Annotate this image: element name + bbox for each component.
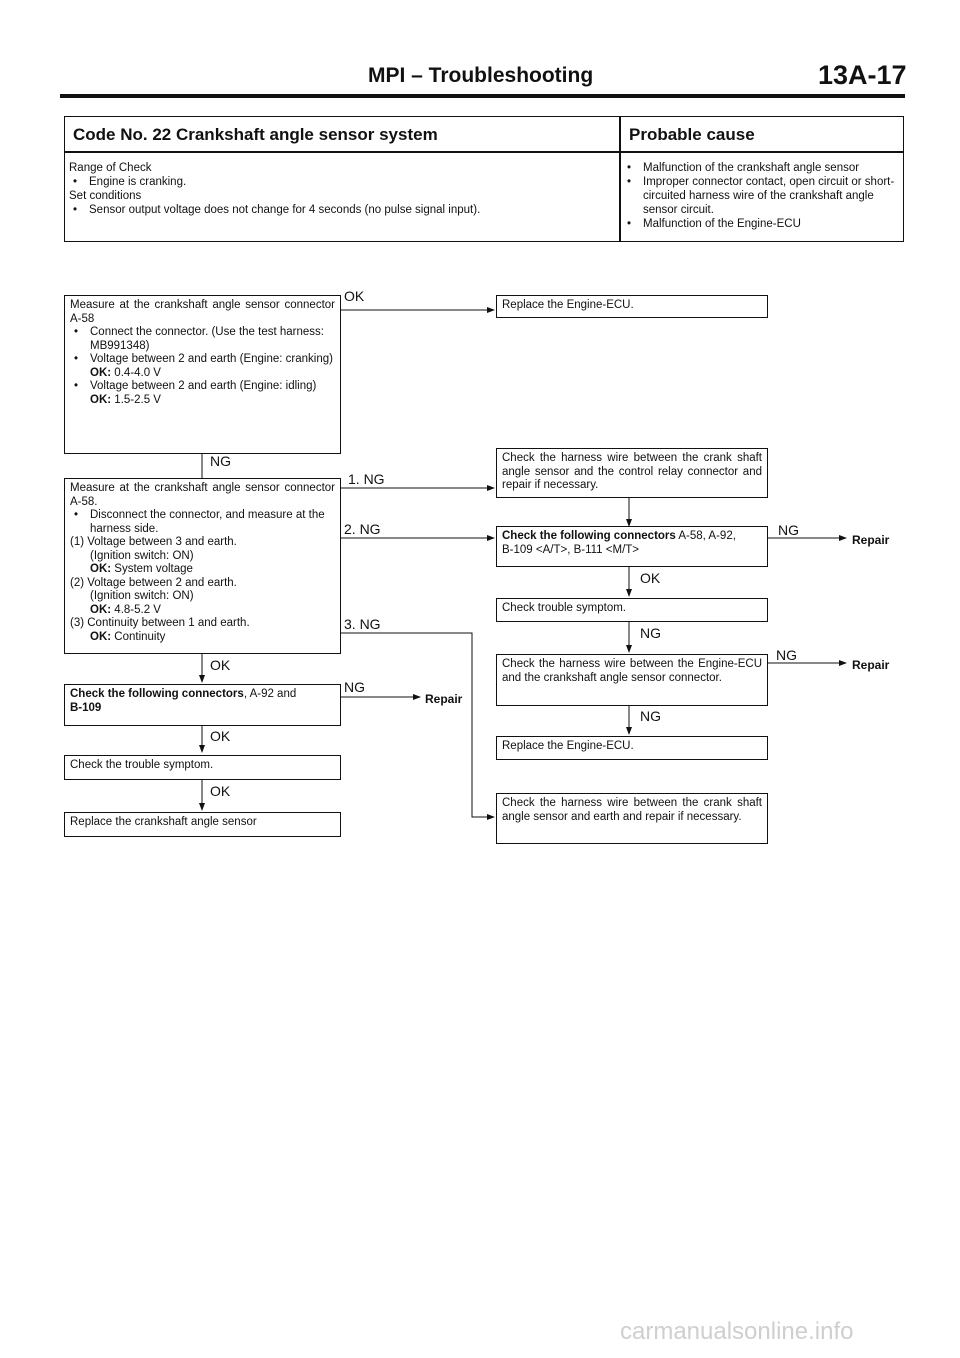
relay-harness-box: Check the harness wire between the crank shaft angle sensor and the control relay connector and repair if necessary.	[496, 448, 768, 498]
code-heading: Code No. 22 Crankshaft angle sensor system	[73, 125, 438, 144]
label-2-ng: 2. NG	[344, 521, 381, 537]
page-number: 13A-17	[818, 60, 907, 90]
measure-box-1-title: Measure at the crankshaft angle sensor connector A-58	[70, 299, 335, 325]
measure-box-2-cond-2: (Ignition switch: ON)	[90, 590, 194, 602]
label-ok: OK	[344, 288, 365, 304]
label-ok: OK	[210, 728, 231, 744]
set-label: Set conditions	[69, 190, 142, 202]
label-ok: OK	[640, 570, 661, 586]
watermark: carmanualsonline.info	[620, 1318, 854, 1345]
measure-box-2	[64, 478, 341, 654]
connector-check-box-a: Check the following connectors A-58, A-92, B-109 <A/T>, B-111 <M/T>	[496, 526, 768, 567]
repair-label: Repair	[425, 692, 463, 706]
label-ok: OK	[210, 783, 231, 799]
measure-box-2-ok-3: OK: Continuity	[90, 630, 166, 643]
label-ng: NG	[640, 625, 661, 641]
cause-heading: Probable cause	[629, 125, 755, 144]
repair-label: Repair	[852, 533, 890, 547]
label-3-ng: 3. NG	[344, 616, 381, 632]
earth-harness-box: Check the harness wire between the crank shaft angle sensor and earth and repair if necessary.	[496, 793, 768, 844]
set-item: • Sensor output voltage does not change for 4 seconds (no pulse signal input).	[73, 204, 481, 216]
measure-box-1-ok: OK: 1.5-2.5 V	[90, 393, 161, 406]
label-ng: NG	[640, 708, 661, 724]
label-ng: NG	[344, 679, 365, 695]
label-ng: NG	[776, 647, 797, 663]
measure-box-1-item: • Voltage between 2 and earth (Engine: idling)	[74, 380, 317, 392]
ecu-harness-box: Check the harness wire between the Engine-ECU and the crankshaft angle sensor connector.	[496, 654, 768, 706]
measure-box-2-step-1: (1) Voltage between 3 and earth.	[70, 536, 237, 548]
label-ok: OK	[210, 657, 231, 673]
measure-box-2-cond-1: (Ignition switch: ON)	[90, 549, 194, 562]
connector-check-box-b: Check the following connectors, A-92 and B-109	[64, 684, 341, 726]
replace-ecu-box-1: Replace the Engine-ECU.	[496, 295, 768, 318]
measure-box-2-title: Measure at the crankshaft angle sensor connector A-58.	[70, 482, 335, 508]
measure-box-1	[64, 295, 341, 454]
range-label: Range of Check	[69, 162, 152, 174]
label-1-ng: 1. NG	[348, 471, 385, 487]
range-item: • Engine is cranking.	[73, 176, 187, 188]
replace-ecu-box-2: Replace the Engine-ECU.	[496, 736, 768, 760]
measure-box-1-item: • Connect the connector. (Use the test harness: MB991348)	[74, 326, 324, 352]
trouble-symptom-box-left: Check the trouble symptom.	[64, 755, 341, 780]
replace-sensor-box: Replace the crankshaft angle sensor	[64, 812, 341, 837]
cause-item: • Malfunction of the Engine-ECU	[627, 218, 801, 230]
measure-box-2-item: • Disconnect the connector, and measure at the harness side.	[74, 509, 325, 535]
page-title: MPI – Troubleshooting	[368, 64, 594, 87]
trouble-symptom-box-right: Check trouble symptom.	[496, 598, 768, 622]
measure-box-2-ok-2: OK: 4.8-5.2 V	[90, 603, 161, 616]
cause-item: • Malfunction of the crankshaft angle sensor	[627, 162, 860, 174]
measure-box-2-step-2: (2) Voltage between 2 and earth.	[70, 576, 237, 589]
repair-label: Repair	[852, 658, 890, 672]
label-ng: NG	[210, 453, 231, 469]
cause-item: • Improper connector contact, open circuit or short-circuited harness wire of the crankshaft angle sensor circuit.	[627, 176, 895, 216]
measure-box-2-ok-1: OK: System voltage	[90, 563, 193, 575]
measure-box-1-item: • Voltage between 2 and earth (Engine: cranking)	[74, 353, 333, 365]
label-ng: NG	[778, 522, 799, 538]
measure-box-2-step-3: (3) Continuity between 1 and earth.	[70, 617, 250, 629]
measure-box-1-ok: OK: 0.4-4.0 V	[90, 366, 161, 379]
